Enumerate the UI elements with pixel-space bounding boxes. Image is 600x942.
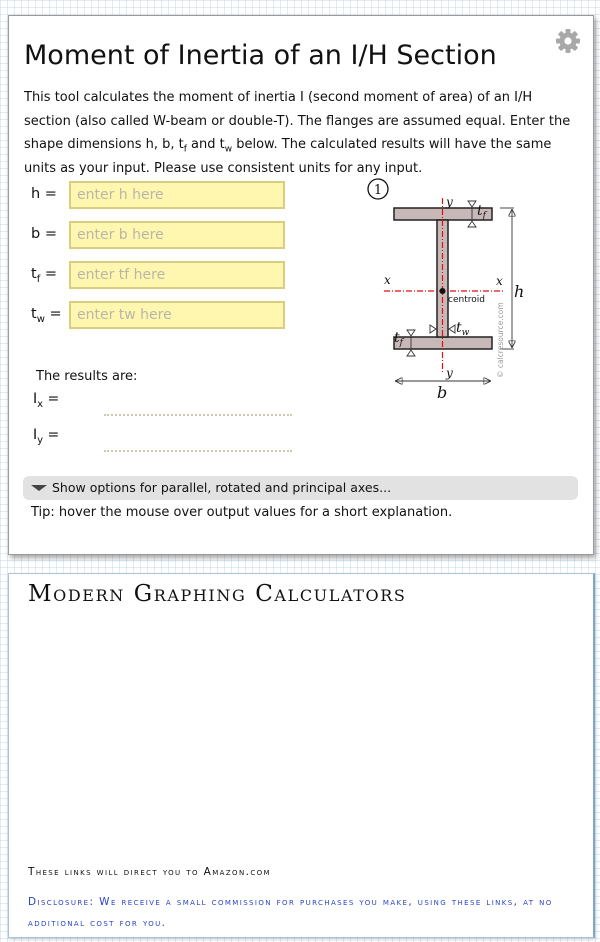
- axes-options-label: Show options for parallel, rotated and principal axes...: [52, 480, 392, 495]
- results-label: The results are:: [36, 369, 138, 384]
- h-dim-label: h: [514, 282, 525, 301]
- ix-label: $I_x$ =: [33, 391, 60, 410]
- axis-y-top: y: [446, 195, 453, 209]
- centroid-label: centroid: [448, 295, 485, 305]
- amazon-links-note: These links will direct you to Amazon.com: [28, 866, 271, 878]
- tw-dim-label: $t_w$: [456, 320, 470, 338]
- tf-top-dim-label: $t_f$: [477, 203, 486, 221]
- tw-input[interactable]: [69, 301, 285, 329]
- ix-output[interactable]: [104, 414, 292, 416]
- tf-label: $t_f$ =: [31, 266, 57, 285]
- calculator-card: [8, 15, 594, 555]
- axis-y-bottom: y: [446, 366, 453, 380]
- h-label: h =: [31, 186, 57, 202]
- tf-bottom-dim-label: $t_f$: [394, 330, 403, 348]
- b-input[interactable]: [69, 221, 285, 249]
- tw-label: $t_w$ =: [31, 306, 62, 325]
- copyright-label: © calcresource.com: [496, 302, 505, 378]
- ad-card: [8, 573, 595, 938]
- page-title: Moment of Inertia of an I/H Section: [24, 40, 497, 71]
- b-dim-label: b: [437, 383, 448, 402]
- diagram-number: 1: [373, 183, 383, 198]
- axis-x-right: x: [496, 274, 503, 288]
- iy-label: $I_y$ =: [33, 427, 60, 446]
- h-input[interactable]: [69, 181, 285, 209]
- i-section-diagram: [364, 176, 544, 402]
- tf-input[interactable]: [69, 261, 285, 289]
- gear-icon[interactable]: [555, 28, 581, 54]
- iy-output[interactable]: [104, 450, 292, 452]
- centroid-point: [440, 288, 446, 294]
- axis-x-left: x: [384, 273, 391, 287]
- expand-triangle-icon: [31, 485, 47, 491]
- axes-options-toggle[interactable]: [23, 476, 578, 500]
- tip-text: Tip: hover the mouse over output values for a short explanation.: [31, 505, 453, 520]
- ad-title: Modern Graphing Calculators: [28, 581, 407, 607]
- b-label: b =: [31, 226, 57, 242]
- disclosure-text: Disclosure: We receive a small commission for purchases you make, using these links, at no additional cost for you.: [28, 896, 553, 929]
- intro-text: This tool calculates the moment of inertia I (second moment of area) of an I/H section (also called W-beam or double-T). The flanges are assumed equal. Enter the shape dimensions h, b, $t_f$ and $t_w$ below. The calculated results will have the same units as your input. Please use consistent units for any input.: [24, 90, 571, 176]
